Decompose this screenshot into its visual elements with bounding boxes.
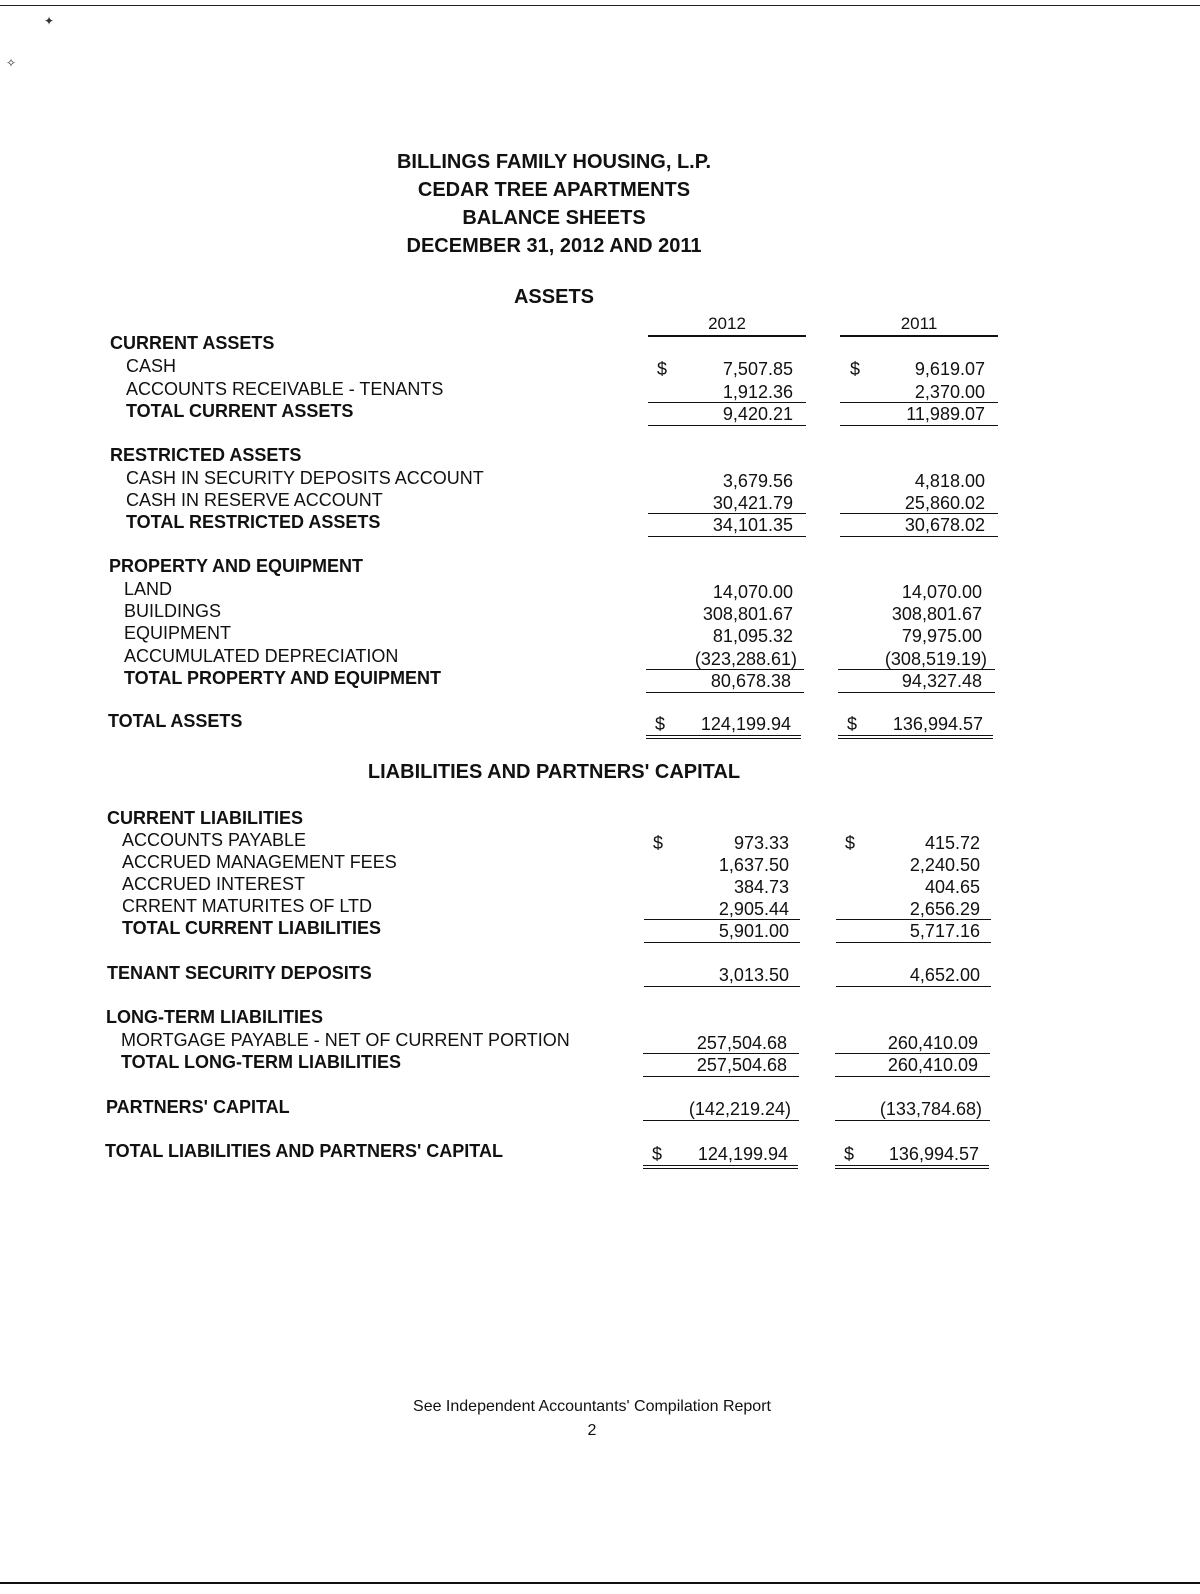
- amount-2011: 11,989.07: [840, 402, 998, 426]
- amount-2011: 2,240.50: [909, 855, 980, 875]
- currency-symbol: $: [845, 833, 856, 853]
- section-label: CURRENT ASSETS: [110, 333, 275, 353]
- table-row: [0, 467, 1200, 489]
- row-label: BUILDINGS: [124, 601, 222, 621]
- row-label: CASH IN SECURITY DEPOSITS ACCOUNT: [126, 468, 484, 488]
- row-label: CASH: [126, 356, 177, 376]
- table-row: [0, 378, 1200, 400]
- amount-2011: (308,519.19): [884, 649, 987, 669]
- liabilities-section-title: LIABILITIES AND PARTNERS' CAPITAL: [367, 761, 741, 783]
- table-row: [0, 578, 1200, 600]
- amount-2012: 14,070.00: [712, 582, 793, 602]
- bottom-border-line: [0, 1582, 1200, 1584]
- amount-2012: 30,421.79: [712, 493, 793, 513]
- amount-2012: 81,095.32: [712, 626, 793, 646]
- amount-2012: 1,637.50: [718, 855, 789, 875]
- table-row: [0, 851, 1200, 873]
- row-label: CRRENT MATURITES OF LTD: [122, 896, 373, 916]
- table-row: [0, 489, 1200, 511]
- total-assets-row: [0, 710, 1200, 732]
- currency-symbol: $: [847, 714, 858, 734]
- row-label: ACCUMULATED DEPRECIATION: [124, 646, 399, 666]
- currency-symbol: $: [652, 1144, 663, 1164]
- row-label: TOTAL LIABILITIES AND PARTNERS' CAPITAL: [105, 1141, 503, 1161]
- amount-2011: 2,656.29: [909, 899, 980, 919]
- compilation-note: See Independent Accountants' Compilation Report: [413, 1398, 771, 1415]
- amount-2012: 9,420.21: [648, 402, 806, 426]
- section-label: PROPERTY AND EQUIPMENT: [109, 556, 364, 576]
- table-row: [0, 645, 1200, 667]
- table-row: [0, 962, 1200, 984]
- amount-2012: 1,912.36: [722, 382, 793, 402]
- amount-2012: 257,504.68: [643, 1053, 799, 1077]
- amount-2012: (142,219.24): [643, 1098, 799, 1121]
- top-border-line: [0, 5, 1200, 6]
- amount-2012: 124,199.94: [643, 1143, 798, 1169]
- amount-2012: 5,901.00: [644, 919, 800, 943]
- table-row: [0, 511, 1200, 533]
- row-label: EQUIPMENT: [124, 623, 232, 643]
- amount-2011: 136,994.57: [835, 1143, 989, 1169]
- row-label: TENANT SECURITY DEPOSITS: [107, 963, 372, 983]
- amount-2011: 404.65: [924, 877, 980, 897]
- page-number: 2: [587, 1422, 597, 1439]
- year-header-2011: 2011: [840, 314, 998, 337]
- amount-2011: 260,410.09: [887, 1033, 978, 1053]
- long-term-liabilities-header-row: [0, 1006, 1200, 1028]
- total-liabilities-capital-row: [0, 1140, 1200, 1162]
- amount-2011: 9,619.07: [914, 359, 985, 379]
- assets-section-title: ASSETS: [513, 286, 595, 308]
- amount-2011: 5,717.16: [836, 919, 991, 943]
- currency-symbol: $: [655, 714, 666, 734]
- statement-title: BALANCE SHEETS: [462, 207, 646, 229]
- amount-2011: 4,652.00: [836, 964, 991, 987]
- amount-2011: 260,410.09: [835, 1053, 990, 1077]
- amount-2012: 3,679.56: [722, 471, 793, 491]
- table-row: [0, 400, 1200, 422]
- amount-2011: 94,327.48: [838, 669, 995, 693]
- amount-2012: 3,013.50: [644, 964, 800, 987]
- row-label: TOTAL ASSETS: [108, 711, 243, 731]
- table-row: [0, 600, 1200, 622]
- amount-2012: 7,507.85: [722, 359, 793, 379]
- row-label: TOTAL RESTRICTED ASSETS: [126, 512, 381, 532]
- property-equipment-header-row: [0, 555, 1200, 577]
- current-liabilities-header-row: [0, 807, 1200, 829]
- row-label: TOTAL PROPERTY AND EQUIPMENT: [124, 668, 442, 688]
- amount-2011: 2,370.00: [914, 382, 985, 402]
- section-label: CURRENT LIABILITIES: [107, 808, 303, 828]
- restricted-assets-header-row: [0, 444, 1200, 466]
- scan-speck: ✧: [6, 56, 17, 70]
- amount-2011: 136,994.57: [838, 713, 993, 739]
- table-row: [0, 667, 1200, 689]
- year-header-2012: 2012: [648, 314, 806, 337]
- currency-symbol: $: [657, 359, 668, 379]
- current-assets-header-row: [0, 332, 1200, 354]
- amount-2011: 308,801.67: [891, 604, 982, 624]
- amount-2011: (133,784.68): [835, 1098, 990, 1121]
- document-header: [0, 148, 1108, 260]
- statement-date: DECEMBER 31, 2012 AND 2011: [406, 235, 702, 257]
- amount-2011: 30,678.02: [840, 513, 998, 537]
- currency-symbol: $: [844, 1144, 855, 1164]
- amount-2012: 973.33: [733, 833, 789, 853]
- table-row: [0, 895, 1200, 917]
- table-row: [0, 355, 1200, 377]
- row-label: ACCOUNTS RECEIVABLE - TENANTS: [126, 379, 444, 399]
- section-label: RESTRICTED ASSETS: [110, 445, 302, 465]
- amount-2012: 124,199.94: [646, 713, 801, 739]
- row-label: LAND: [124, 579, 173, 599]
- amount-2012: 2,905.44: [718, 899, 789, 919]
- table-row: [0, 1096, 1200, 1118]
- row-label: CASH IN RESERVE ACCOUNT: [126, 490, 383, 510]
- row-label: ACCRUED MANAGEMENT FEES: [122, 852, 397, 872]
- row-label: TOTAL CURRENT LIABILITIES: [122, 918, 381, 938]
- property-name: CEDAR TREE APARTMENTS: [417, 179, 691, 201]
- amount-2012: (323,288.61): [694, 649, 797, 669]
- amount-2012: 80,678.38: [646, 669, 804, 693]
- scan-speck: ✦: [44, 14, 55, 28]
- table-row: [0, 1051, 1200, 1073]
- row-label: TOTAL CURRENT ASSETS: [126, 401, 354, 421]
- amount-2011: 415.72: [924, 833, 980, 853]
- amount-2012: 308,801.67: [702, 604, 793, 624]
- row-label: ACCRUED INTEREST: [122, 874, 306, 894]
- amount-2011: 79,975.00: [901, 626, 982, 646]
- section-label: LONG-TERM LIABILITIES: [106, 1007, 323, 1027]
- table-row: [0, 622, 1200, 644]
- table-row: [0, 1029, 1200, 1051]
- page-footer: [0, 1395, 1184, 1443]
- row-label: MORTGAGE PAYABLE - NET OF CURRENT PORTION: [121, 1030, 570, 1050]
- row-label: ACCOUNTS PAYABLE: [122, 830, 307, 850]
- currency-symbol: $: [653, 833, 664, 853]
- table-row: [0, 829, 1200, 851]
- amount-2011: 4,818.00: [914, 471, 985, 491]
- table-row: [0, 917, 1200, 939]
- table-row: [0, 873, 1200, 895]
- amount-2012: 384.73: [733, 877, 789, 897]
- amount-2011: 14,070.00: [901, 582, 982, 602]
- currency-symbol: $: [850, 359, 861, 379]
- row-label: PARTNERS' CAPITAL: [106, 1097, 290, 1117]
- amount-2012: 34,101.35: [648, 513, 806, 537]
- amount-2012: 257,504.68: [696, 1033, 787, 1053]
- company-name: BILLINGS FAMILY HOUSING, L.P.: [396, 151, 712, 173]
- amount-2011: 25,860.02: [904, 493, 985, 513]
- row-label: TOTAL LONG-TERM LIABILITIES: [121, 1052, 401, 1072]
